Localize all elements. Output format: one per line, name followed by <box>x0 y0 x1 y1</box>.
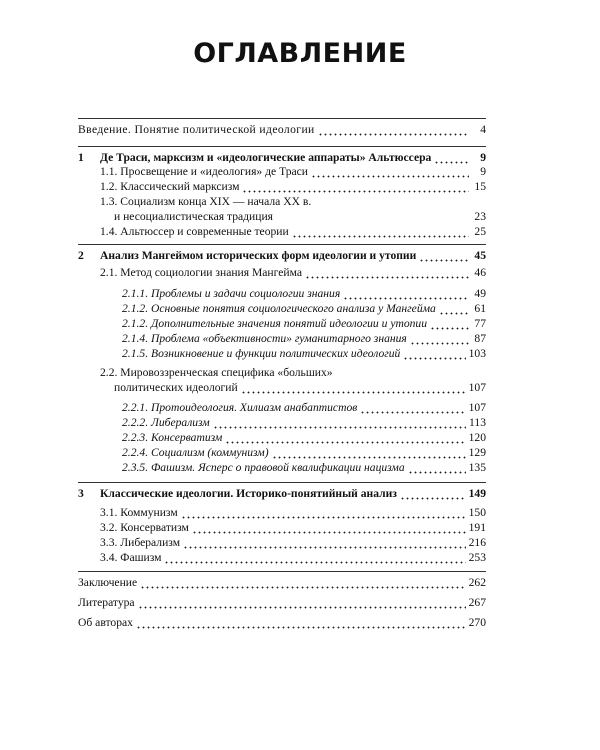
chapter-number: 2 <box>78 249 84 262</box>
separator-backmatter <box>78 571 486 572</box>
toc-subsection-2-2-3[interactable] <box>122 431 486 445</box>
toc-chapter-2[interactable] <box>78 249 486 263</box>
toc-page-number: 216 <box>468 536 486 549</box>
toc-entry-authors[interactable] <box>78 616 486 630</box>
separator-chapter-1 <box>78 146 486 147</box>
toc-subsection-2-1-5[interactable] <box>122 347 486 361</box>
toc-page-number: 4 <box>480 123 486 136</box>
dot-leader <box>343 287 469 301</box>
toc-chapter-3[interactable] <box>78 487 486 501</box>
dot-leader <box>136 616 466 630</box>
toc-page-number: 103 <box>468 347 486 360</box>
toc-entry-label: 1.4. Альтюссер и современные теории <box>100 225 289 238</box>
toc-entry-label: 2.2.2. Либерализм <box>122 416 210 429</box>
toc-section-2-1[interactable] <box>100 266 486 280</box>
toc-entry-label: 2.1. Метод социологии знания Мангейма <box>100 266 302 279</box>
toc-entry-label: 2.2.1. Протоидеология. Хилиазм анабаптистов <box>122 401 358 414</box>
toc-subsection-2-1-2[interactable] <box>122 302 486 316</box>
toc-entry-label: 2.3.5. Фашизм. Ясперс о правовой квалификации нацизма <box>122 461 405 474</box>
toc-entry-label: 2.1.2. Основные понятия социологического анализа у Мангейма <box>122 302 436 315</box>
toc-entry-label: Об авторах <box>78 616 133 629</box>
toc-page-number: 9 <box>480 165 486 178</box>
dot-leader <box>225 431 465 445</box>
dot-leader <box>164 551 465 565</box>
toc-entry-label: Введение. Понятие политической идеологии <box>78 123 315 136</box>
toc-section-1-3-line1: 1.3. Социализм конца XIX — начала XX в. <box>100 195 312 208</box>
dot-leader <box>410 332 469 346</box>
toc-entry-label: 2.1.4. Проблема «объективности» гуманитарного знания <box>122 332 407 345</box>
toc-section-3-1[interactable] <box>100 506 486 520</box>
dot-leader <box>292 225 469 239</box>
toc-page-number: 135 <box>468 461 486 474</box>
dot-leader <box>183 536 466 550</box>
dot-leader <box>318 123 469 137</box>
toc-entry-label: 3.3. Либерализм <box>100 536 181 549</box>
toc-subsection-2-2-2[interactable] <box>122 416 486 430</box>
dot-leader <box>360 401 465 415</box>
toc-subsection-2-2-5[interactable] <box>122 461 486 475</box>
toc-section-1-4[interactable] <box>100 225 486 239</box>
toc-page-number: 61 <box>474 302 486 315</box>
dot-leader <box>430 317 469 331</box>
toc-subsection-2-1-3[interactable] <box>122 317 486 331</box>
chapter-number: 1 <box>78 151 84 164</box>
dot-leader <box>311 165 469 179</box>
dot-leader <box>305 266 469 280</box>
chapter-number: 3 <box>78 487 84 500</box>
dot-leader <box>241 381 466 395</box>
toc-page-number: 129 <box>468 446 486 459</box>
toc-section-2-2[interactable] <box>114 381 486 395</box>
toc-entry-label: Анализ Мангеймом исторических форм идеологии и утопии <box>100 249 417 262</box>
toc-subsection-2-1-1[interactable] <box>122 287 486 301</box>
toc-page-number: 191 <box>468 521 486 534</box>
toc-section-3-4[interactable] <box>100 551 486 565</box>
toc-section-1-1[interactable] <box>100 165 486 179</box>
dot-leader <box>272 446 466 460</box>
dot-leader <box>213 416 466 430</box>
dot-leader <box>419 249 469 263</box>
toc-entry-label: и несоциалистическая традиция <box>114 210 273 223</box>
toc-section-2-2-line1: 2.2. Мировоззренческая специфика «больших» <box>100 366 333 379</box>
toc-page-number: 267 <box>468 596 486 609</box>
toc-entry-label: 2.1.2. Дополнительные значения понятий идеологии и утопии <box>122 317 428 330</box>
toc-entry-literature[interactable] <box>78 596 486 610</box>
separator-chapter-2 <box>78 244 486 245</box>
toc-page-number: 46 <box>474 266 486 279</box>
toc-entry-label: Заключение <box>78 576 138 589</box>
dot-leader <box>242 180 469 194</box>
dot-leader <box>276 210 469 224</box>
dot-leader <box>434 151 469 165</box>
page-title: ОГЛАВЛЕНИЕ <box>193 38 407 69</box>
toc-page-number: 107 <box>468 381 486 394</box>
dot-leader <box>192 521 466 535</box>
toc-section-1-2[interactable] <box>100 180 486 194</box>
toc-page-number: 262 <box>468 576 486 589</box>
toc-subsection-2-1-4[interactable] <box>122 332 486 346</box>
dot-leader <box>400 487 466 501</box>
dot-leader <box>140 576 465 590</box>
toc-entry-label: 3.4. Фашизм <box>100 551 162 564</box>
toc-entry-conclusion[interactable] <box>78 576 486 590</box>
toc-entry-label: 2.1.1. Проблемы и задачи социологии знания <box>122 287 341 300</box>
toc-page-number: 15 <box>474 180 486 193</box>
toc-page-number: 25 <box>474 225 486 238</box>
toc-entry-label: 1.2. Классический марксизм <box>100 180 240 193</box>
toc-page-number: 120 <box>468 431 486 444</box>
toc-subsection-2-2-1[interactable] <box>122 401 486 415</box>
separator-chapter-3 <box>78 482 486 483</box>
toc-entry-label: 2.2.4. Социализм (коммунизм) <box>122 446 269 459</box>
toc-entry-label: 1.1. Просвещение и «идеология» де Траси <box>100 165 309 178</box>
toc-entry-label: Литература <box>78 596 135 609</box>
toc-page-number: 270 <box>468 616 486 629</box>
toc-entry-introduction[interactable] <box>78 123 486 137</box>
toc-entry-label: Де Траси, марксизм и «идеологические аппараты» Альтюссера <box>100 151 432 164</box>
toc-page-number: 77 <box>474 317 486 330</box>
toc-section-3-2[interactable] <box>100 521 486 535</box>
toc-page-number: 107 <box>468 401 486 414</box>
toc-page-number: 253 <box>468 551 486 564</box>
toc-entry-label: 3.2. Консерватизм <box>100 521 189 534</box>
toc-page-number: 113 <box>469 416 486 429</box>
dot-leader <box>138 596 466 610</box>
toc-page-number: 9 <box>480 151 486 164</box>
toc-subsection-2-2-4[interactable] <box>122 446 486 460</box>
dot-leader <box>408 461 466 475</box>
toc-entry-label: 3.1. Коммунизм <box>100 506 178 519</box>
toc-chapter-1[interactable] <box>78 151 486 165</box>
toc-page-number: 87 <box>474 332 486 345</box>
toc-page-number: 150 <box>468 506 486 519</box>
toc-page-number: 23 <box>474 210 486 223</box>
toc-entry-label: Классические идеологии. Историко-понятийный анализ <box>100 487 397 500</box>
toc-section-3-3[interactable] <box>100 536 486 550</box>
toc-page-number: 49 <box>474 287 486 300</box>
toc-entry-label: политических идеологий <box>114 381 238 394</box>
dot-leader <box>439 302 469 316</box>
toc-section-1-3[interactable] <box>114 210 486 224</box>
toc-page-number: 149 <box>468 487 486 500</box>
toc-page-number: 45 <box>474 249 486 262</box>
toc-entry-label: 2.1.5. Возникновение и функции политических идеологий <box>122 347 401 360</box>
dot-leader <box>403 347 465 361</box>
separator-top <box>78 118 486 119</box>
dot-leader <box>181 506 466 520</box>
toc-entry-label: 2.2.3. Консерватизм <box>122 431 223 444</box>
